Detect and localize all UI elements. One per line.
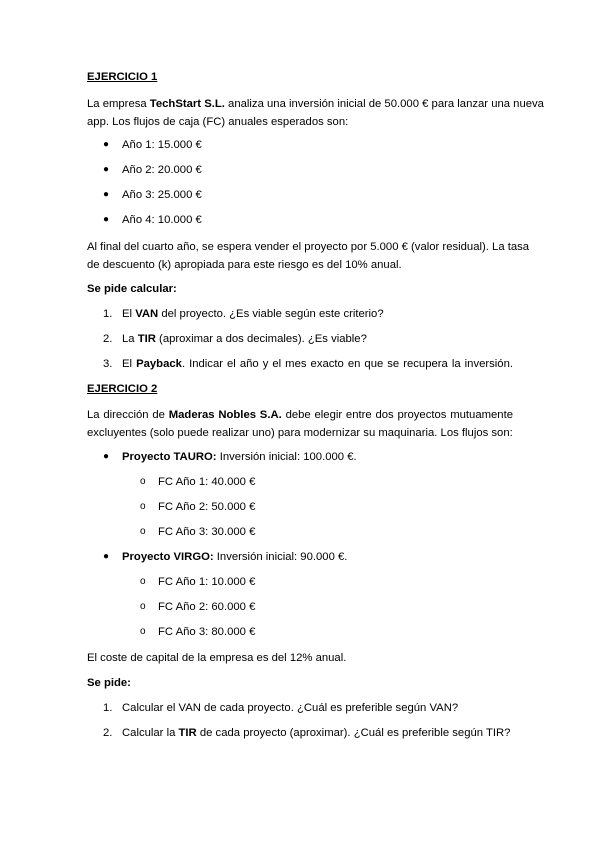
list-number: 1. [103, 308, 113, 320]
sub-bullet-icon: o [140, 501, 146, 512]
question-term: Payback [136, 358, 182, 370]
cash-flow-item: Año 1: 15.000 € [122, 139, 202, 151]
list-number: 2. [103, 333, 113, 345]
question-text: Calcular la [122, 727, 179, 739]
question-text: del proyecto. ¿Es viable según este criterio? [158, 308, 384, 320]
question-1 [122, 307, 384, 321]
virgo-flow-item: FC Año 3: 80.000 € [158, 626, 256, 638]
project-label: Proyecto TAURO: [122, 451, 217, 463]
company-name: Maderas Nobles S.A. [168, 409, 282, 421]
tauro-flow-item: FC Año 1: 40.000 € [158, 476, 256, 488]
sub-bullet-icon: o [140, 476, 146, 487]
bullet-icon: ● [103, 451, 110, 462]
sub-bullet-icon: o [140, 576, 146, 587]
project-investment: Inversión inicial: 100.000 €. [216, 451, 357, 463]
sub-bullet-icon: o [140, 526, 146, 537]
list-number: 2. [103, 727, 113, 739]
question-text: El [122, 308, 136, 320]
tauro-flow-item: FC Año 2: 50.000 € [158, 501, 256, 513]
question-text: . Indicar el año y el mes exacto en que se recupera la inversión. [181, 358, 513, 370]
question-2 [122, 332, 367, 346]
intro-text: debe elegir entre dos proyectos mutuamente [281, 409, 514, 421]
sub-bullet-icon: o [140, 626, 146, 637]
question-term: TIR [178, 727, 197, 739]
exercise-1-ask-title: Se pide calcular: [87, 283, 177, 295]
virgo-flow-item: FC Año 1: 10.000 € [158, 576, 256, 588]
question-text: La [122, 333, 138, 345]
bullet-icon: ● [103, 214, 110, 225]
question-1: Calcular el VAN de cada proyecto. ¿Cuál es preferible según VAN? [122, 702, 459, 714]
project-tauro [122, 450, 357, 464]
project-virgo [122, 550, 347, 564]
list-number: 3. [103, 358, 113, 370]
question-2 [122, 726, 510, 740]
bullet-icon: ● [103, 189, 110, 200]
list-number: 1. [103, 702, 113, 714]
cash-flow-item: Año 4: 10.000 € [122, 214, 202, 226]
exercise-2-intro [87, 408, 513, 422]
residual-value-text: Al final del cuarto año, se espera vender el proyecto por 5.000 € (valor residual). La tasa [87, 241, 530, 253]
virgo-flow-item: FC Año 2: 60.000 € [158, 601, 256, 613]
question-text: de cada proyecto (aproximar). ¿Cuál es preferible según TIR? [196, 727, 511, 739]
sub-bullet-icon: o [140, 601, 146, 612]
cash-flow-item: Año 3: 25.000 € [122, 189, 202, 201]
cash-flow-item: Año 2: 20.000 € [122, 164, 202, 176]
question-term: TIR [137, 333, 156, 345]
project-investment: Inversión inicial: 90.000 €. [213, 551, 348, 563]
discount-rate-text: de descuento (k) apropiada para este riesgo es del 10% anual. [87, 259, 402, 271]
question-text: El [122, 358, 137, 370]
bullet-icon: ● [103, 139, 110, 150]
intro-text: La empresa [87, 98, 150, 110]
bullet-icon: ● [103, 551, 110, 562]
exercise-2-ask-title: Se pide: [87, 677, 131, 689]
exercise-1-intro [87, 97, 544, 111]
intro-text: La dirección de [87, 409, 169, 421]
question-text: (aproximar a dos decimales). ¿Es viable? [155, 333, 367, 345]
company-name: TechStart S.L. [149, 98, 225, 110]
tauro-flow-item: FC Año 3: 30.000 € [158, 526, 256, 538]
question-3 [122, 357, 513, 371]
question-term: VAN [135, 308, 159, 320]
bullet-icon: ● [103, 164, 110, 175]
exercise-2-title: EJERCICIO 2 [87, 383, 158, 395]
cost-of-capital-text: El coste de capital de la empresa es del 12% anual. [87, 652, 347, 664]
intro-text: analiza una inversión inicial de 50.000 € para lanzar una nueva [224, 98, 544, 110]
exercise-2-intro-line2: excluyentes (solo puede realizar uno) para modernizar su maquinaria. Los flujos son: [87, 427, 513, 439]
project-label: Proyecto VIRGO: [122, 551, 214, 563]
exercise-1-intro-line2: app. Los flujos de caja (FC) anuales esperados son: [87, 116, 349, 128]
exercise-1-title: EJERCICIO 1 [87, 71, 158, 83]
